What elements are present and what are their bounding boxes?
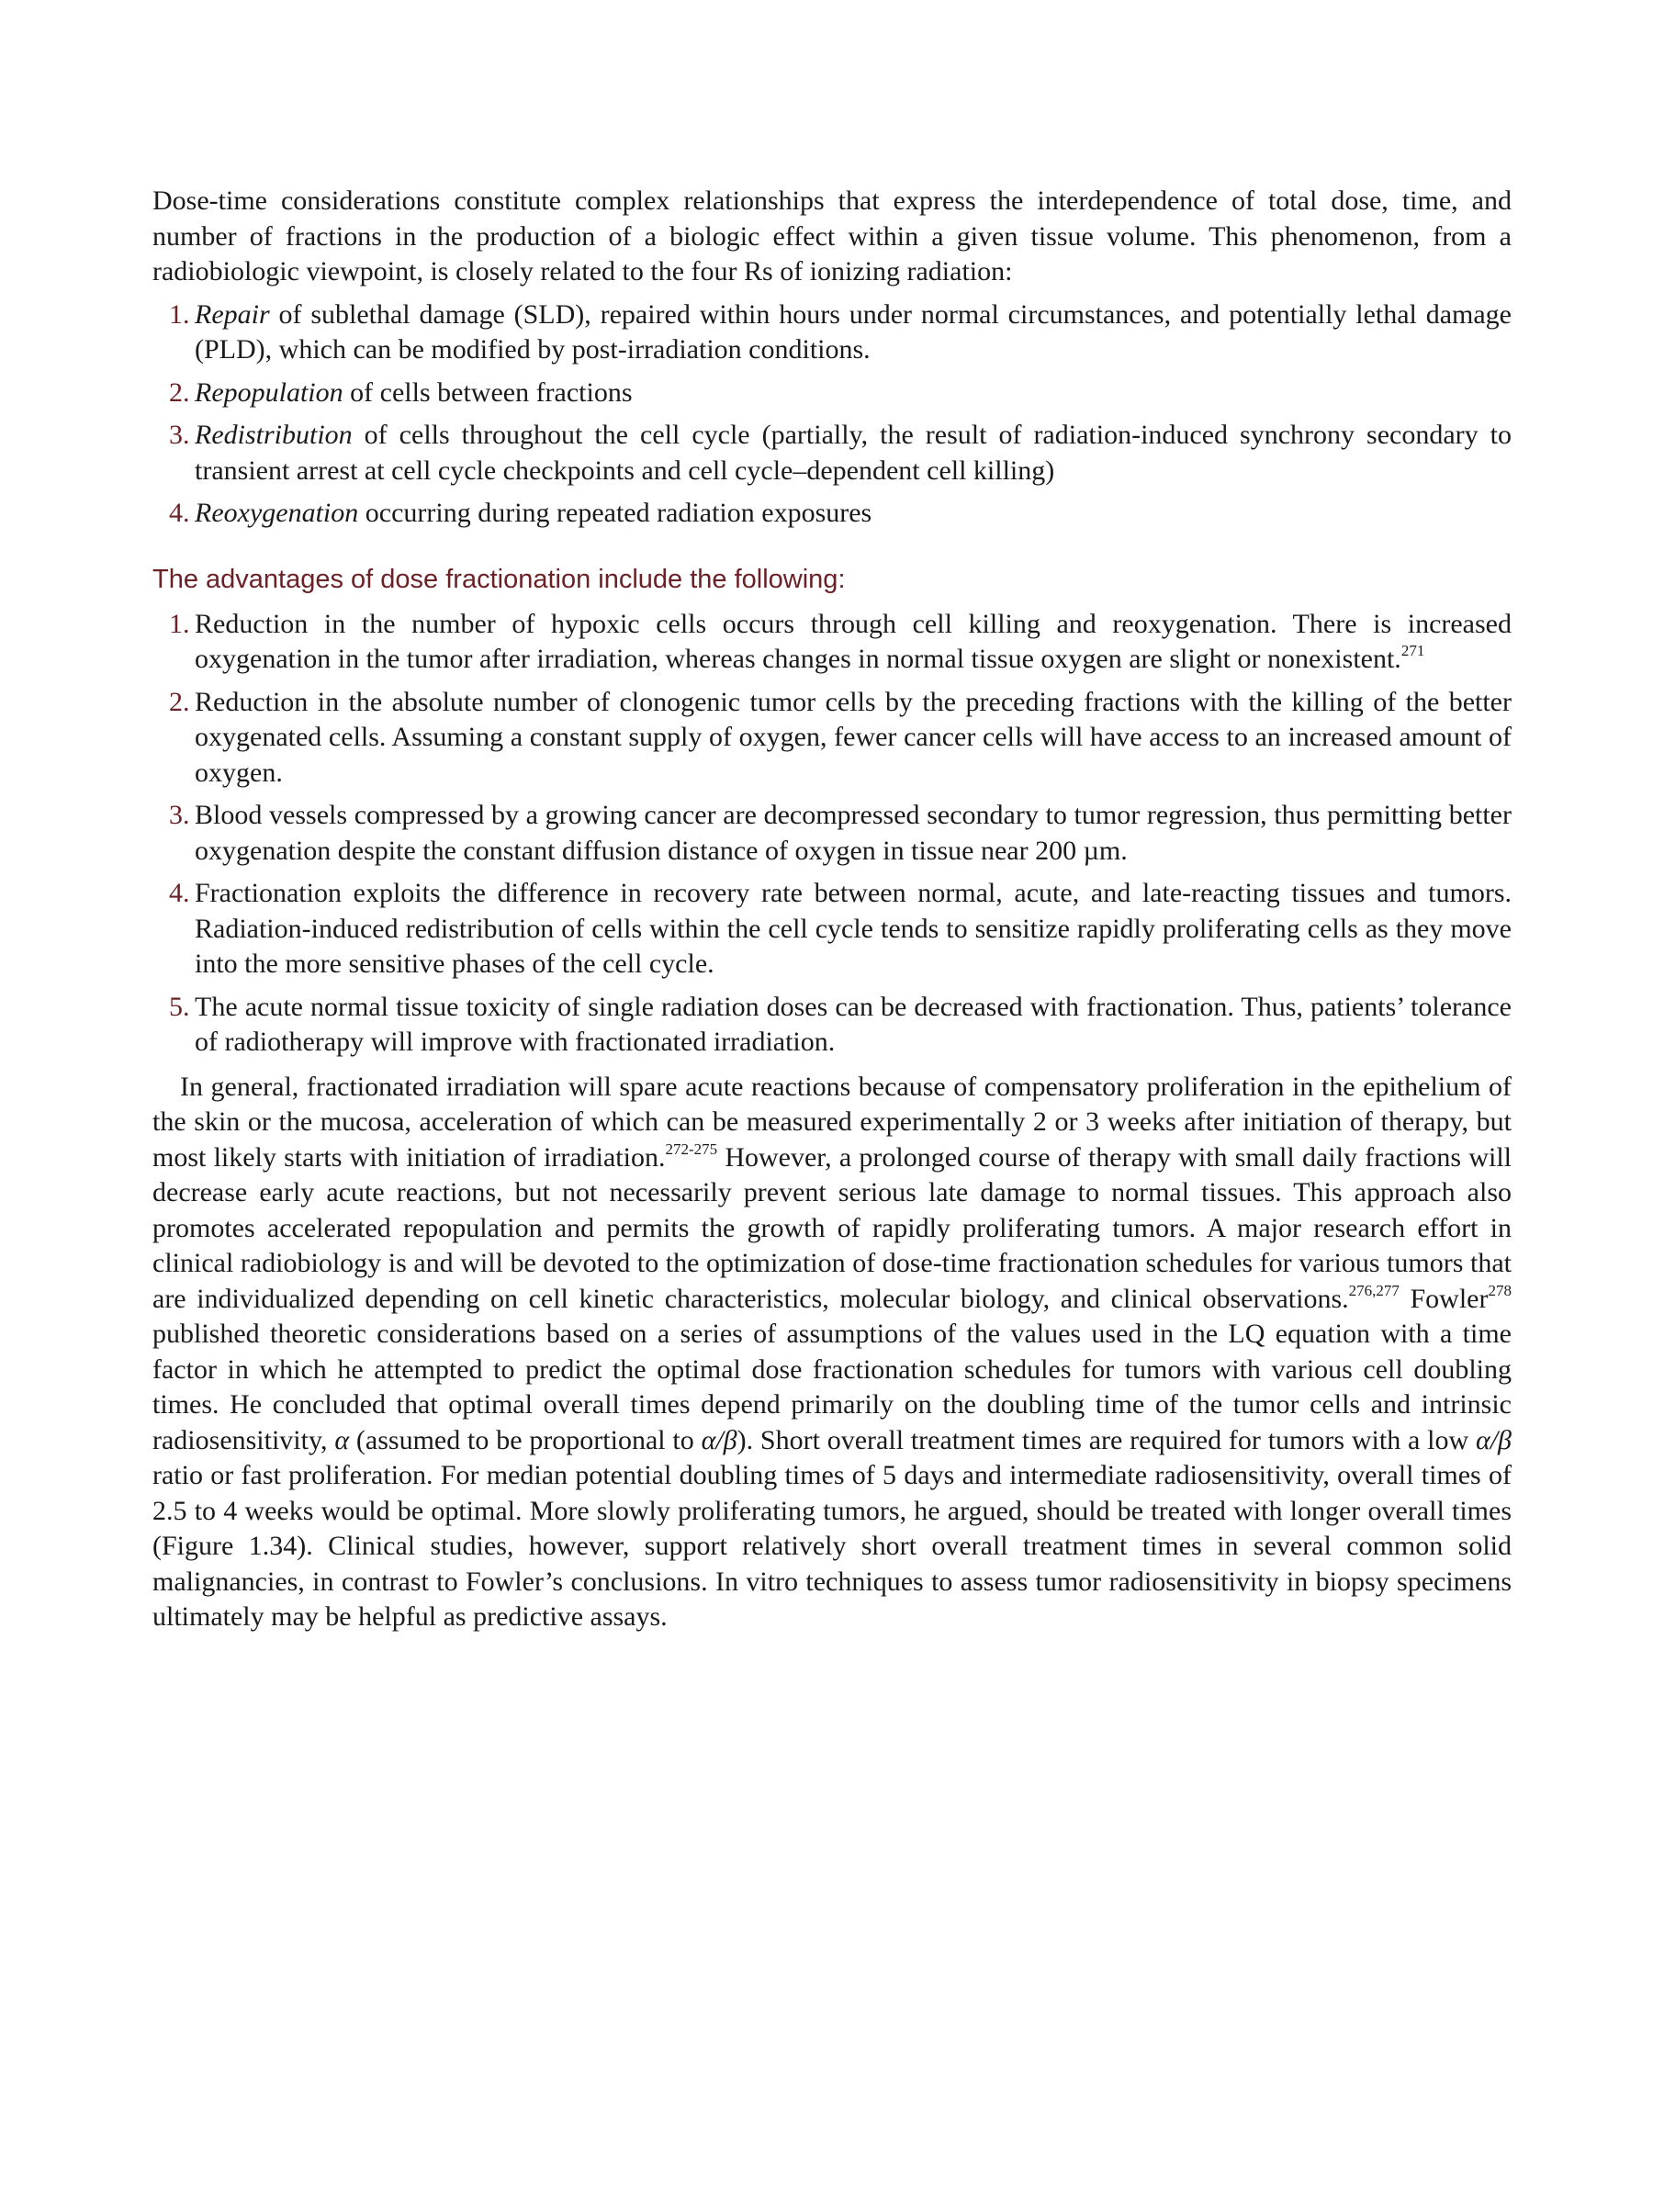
list-text: Fractionation exploits the difference in recovery rate between normal, acute, and late-reacting tissues and tumors. Radiation-induced redistribution of cells within the cell cycle tends to sensitize rapidly proliferating cells as they move into the more sensitive phases of the cell cycle. (195, 878, 1512, 979)
advantages-heading: The advantages of dose fractionation include the following: (152, 564, 846, 594)
list-text: of sublethal damage (SLD), repaired within hours under normal circumstances, and potentially lethal damage (PLD), which can be modified by post-irradiation conditions. (195, 298, 1512, 365)
list-text: Reduction in the absolute number of clonogenic tumor cells by the preceding fractions with the killing of the better oxygenated cells. Assuming a constant supply of oxygen, fewer cancer cells will have access to an increased amount of oxygen. (195, 686, 1512, 788)
list-term: Redistribution (195, 420, 353, 450)
list-item (152, 990, 1512, 1061)
list-item (152, 298, 1512, 368)
list-term: Repair (195, 298, 270, 330)
list-text: Blood vessels compressed by a growing cancer are decompressed secondary to tumor regression, thus permitting better oxygenation despite the constant diffusion distance of oxygen in tissue near 200 µm. (195, 800, 1512, 866)
list-number: 2. (169, 376, 190, 408)
greek-symbol: α (334, 1424, 350, 1455)
list-text: The acute normal tissue toxicity of single radiation doses can be decreased with fractionation. Thus, patients’ tolerance of radiotherapy will improve with fractionated irradiation. (195, 991, 1512, 1057)
advantages-list (152, 607, 1512, 1061)
citation-superscript: 271 (1400, 642, 1425, 659)
list-number: 5. (169, 991, 190, 1022)
list-number: 1. (169, 298, 190, 330)
list-item (152, 876, 1512, 982)
list-item (152, 376, 1512, 411)
citation-superscript: 276,277 (1348, 1281, 1400, 1299)
body-text: (assumed to be proportional to (349, 1424, 702, 1455)
list-item (152, 418, 1512, 488)
list-text: of cells throughout the cell cycle (partially, the result of radiation-induced synchrony secondary to transient arrest at cell cycle checkpoints and cell cycle–dependent cell killing) (195, 420, 1512, 486)
list-term: Reoxygenation (195, 498, 359, 528)
citation-superscript: 272-275 (665, 1140, 718, 1158)
list-item (152, 685, 1512, 792)
list-number: 1. (169, 608, 190, 639)
list-number: 4. (169, 498, 190, 528)
list-number: 4. (169, 878, 190, 908)
body-text: In general, fractionated irradiation will spare acute reactions because of compensatory proliferation in the epithelium of the skin or the mucosa, acceleration of which can be measured experimentally 2 or 3 weeks after initiation of therapy, but most likely starts with initiation of irradiation. (152, 1071, 1512, 1173)
body-text: However, a prolonged course of therapy with small daily fractions will decrease early acute reactions, but not necessarily prevent serious late damage to normal tissues. This approach also promotes accelerated repopulation and permits the growth of rapidly proliferating tumors. A major research effort in clinical radiobiology is and will be devoted to the optimization of dose-time fractionation schedules for various tumors that are individualized depending on cell kinetic characteristics, molecular biology, and clinical observations. (152, 1141, 1512, 1314)
greek-symbol: α/β (1475, 1424, 1512, 1455)
body-paragraph (152, 1070, 1512, 1635)
citation-superscript: 278 (1488, 1281, 1512, 1299)
list-text: of cells between fractions (343, 376, 633, 408)
list-number: 2. (169, 686, 190, 717)
body-text: ). Short overall treatment times are required for tumors with a low (737, 1424, 1476, 1455)
body-text: Fowler (1399, 1283, 1489, 1314)
list-text: Reduction in the number of hypoxic cells occurs through cell killing and reoxygenation. There is increased oxygenation in the tumor after irradiation, whereas changes in normal tissue oxygen are slight or nonexistent. (195, 608, 1512, 674)
list-item (152, 798, 1512, 869)
document-page (152, 184, 1512, 1635)
list-term: Repopulation (195, 376, 343, 408)
list-item (152, 607, 1512, 678)
list-number: 3. (169, 420, 190, 450)
list-text: occurring during repeated radiation exposures (358, 498, 872, 528)
body-text: published theoretic considerations based on a series of assumptions of the values used in the LQ equation with a time factor in which he attempted to predict the optimal dose fractionation schedules for tumors with various cell doubling times. He concluded that optimal overall times depend primarily on the doubling time of the tumor cells and intrinsic radiosensitivity, (152, 1319, 1512, 1455)
greek-symbol: α/β (701, 1424, 737, 1455)
intro-paragraph: Dose-time considerations constitute complex relationships that express the interdependence of total dose, time, and number of fractions in the production of a biologic effect within a given tissue volume. This phenomenon, from a radiobiologic viewpoint, is closely related to the four Rs of ionizing radiation: (152, 185, 1512, 286)
body-text: ratio or fast proliferation. For median potential doubling times of 5 days and intermediate radiosensitivity, overall times of 2.5 to 4 weeks would be optimal. More slowly proliferating tumors, he argued, should be treated with longer overall times (Figure 1.34). Clinical studies, however, support relatively short overall treatment times in several common solid malignancies, in contrast to Fowler’s conclusions. In vitro techniques to assess tumor radiosensitivity in biopsy specimens ultimately may be helpful as predictive assays. (152, 1460, 1512, 1632)
list-item (152, 496, 1512, 532)
list-number: 3. (169, 800, 190, 830)
four-rs-list (152, 298, 1512, 532)
